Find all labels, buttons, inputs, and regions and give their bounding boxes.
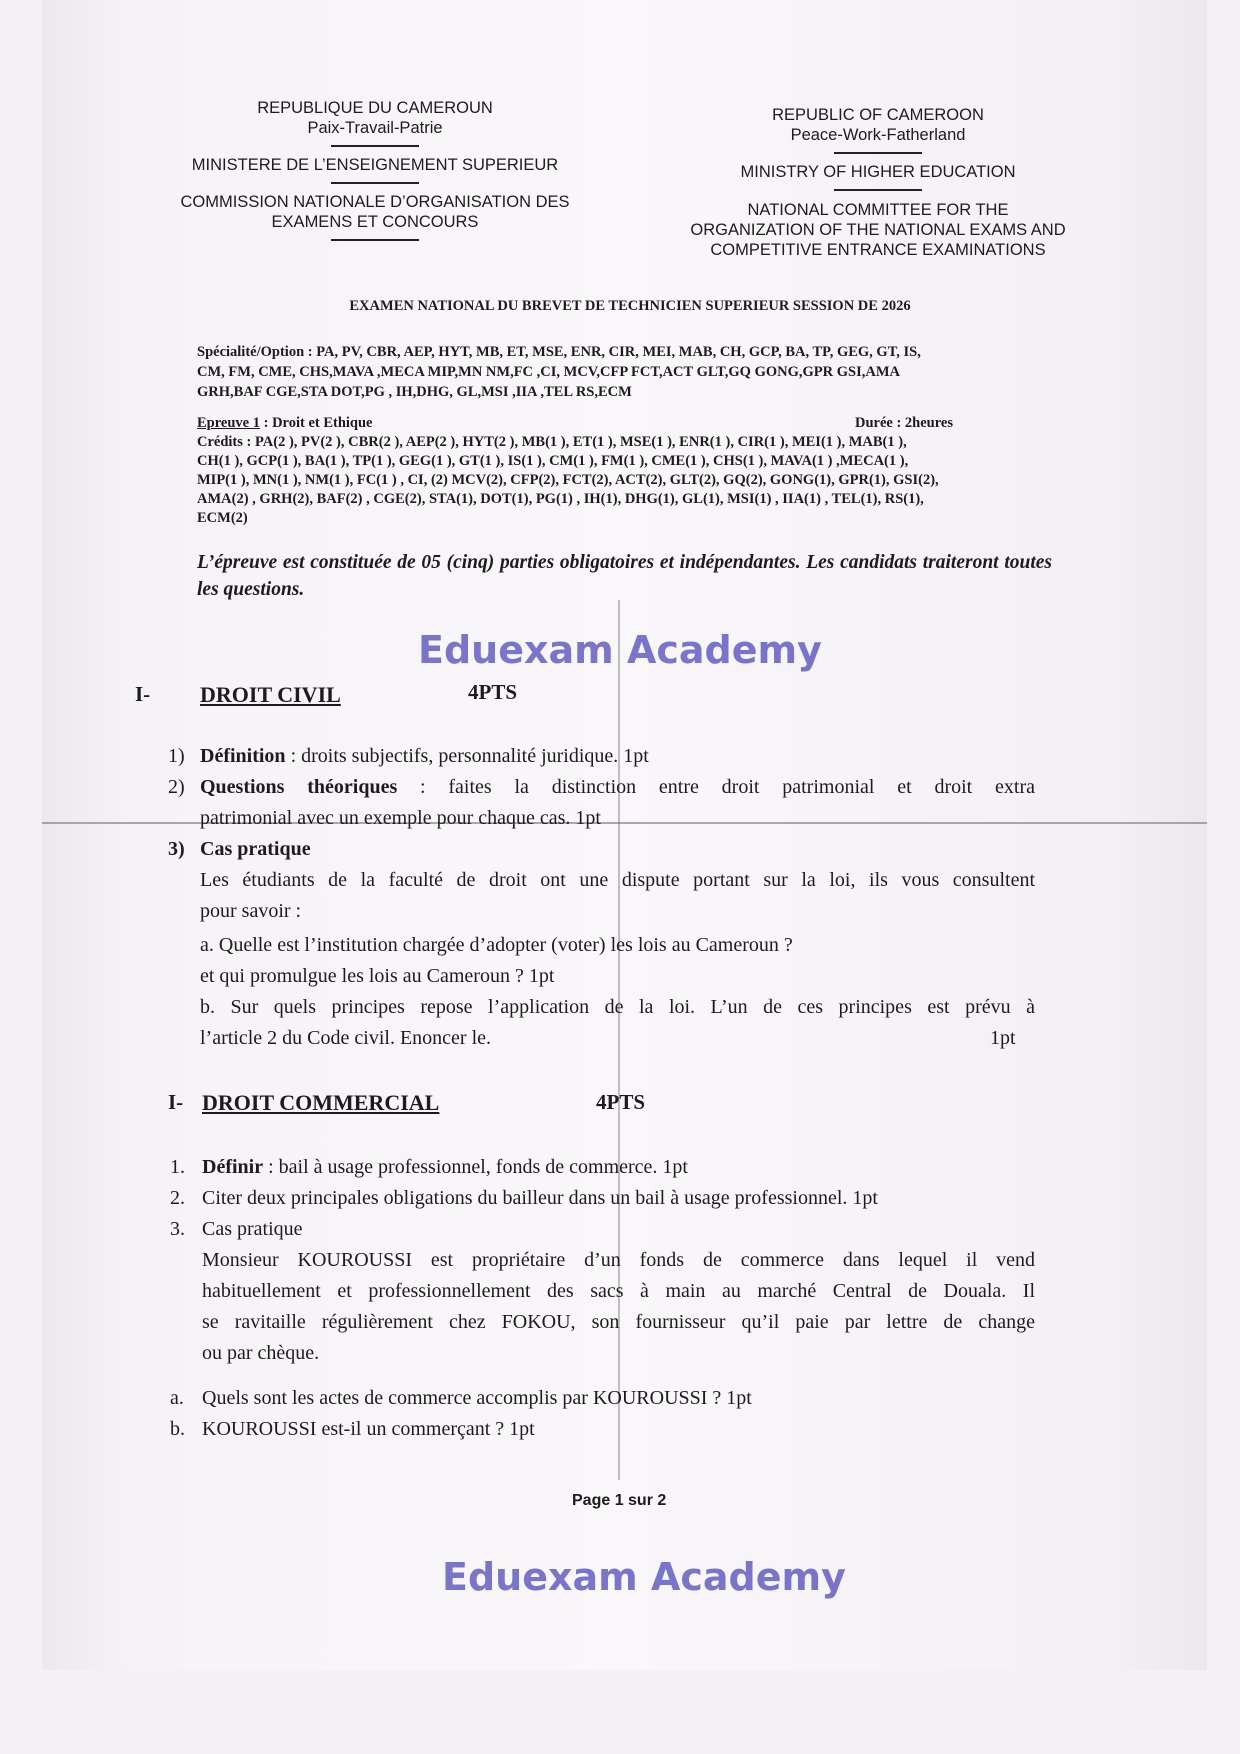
credits-line: CH(1 ), GCP(1 ), BA(1 ), TP(1 ), GEG(1 ), GT(1 ), IS(1 ), CM(1 ), FM(1 ), CME(1 ), CHS(1 ), MAVA(1 ) ,MECA(1 ), bbox=[197, 453, 909, 469]
question-number: 1) bbox=[168, 745, 185, 767]
sub-question-b: KOUROUSSI est-il un commerçant ? 1pt bbox=[202, 1418, 535, 1440]
sub-question-a: Quels sont les actes de commerce accomplis par KOUROUSSI ? 1pt bbox=[202, 1387, 752, 1409]
motto-fr: Paix-Travail-Patrie bbox=[307, 119, 443, 137]
question-2-line2: patrimonial avec un exemple pour chaque cas. 1pt bbox=[200, 807, 601, 829]
case-text: pour savoir : bbox=[200, 900, 302, 922]
header-left bbox=[160, 98, 590, 249]
question-label: Définition bbox=[200, 745, 286, 767]
specialty-block bbox=[197, 342, 1057, 402]
divider bbox=[331, 182, 419, 184]
sub-question-a: a. Quelle est l’institution chargée d’adopter (voter) les lois au Cameroun ? bbox=[200, 934, 793, 956]
question-number: 2. bbox=[170, 1187, 185, 1209]
committee-en-line1: NATIONAL COMMITTEE FOR THE bbox=[747, 201, 1009, 219]
section-points: 4PTS bbox=[468, 680, 518, 704]
watermark: Eduexam Academy bbox=[442, 1555, 846, 1599]
section-title: DROIT CIVIL bbox=[200, 682, 341, 707]
divider bbox=[331, 145, 419, 147]
case-text: Les étudiants de la faculté de droit ont une dispute portant sur la loi, ils vous consultent bbox=[200, 869, 1035, 891]
instruction-text: L’épreuve est constituée de 05 (cinq) parties obligatoires et indépendantes. Les candidats traiteront toutes les questions. bbox=[197, 552, 1052, 600]
case-text: Monsieur KOUROUSSI est propriétaire d’un fonds de commerce dans lequel il vend bbox=[202, 1249, 1035, 1271]
question-number: 3) bbox=[168, 838, 185, 860]
question-3: Cas pratique bbox=[202, 1218, 303, 1240]
specialty-line: CM, FM, CME, CHS,MAVA ,MECA MIP,MN NM,FC ,CI, MCV,CFP FCT,ACT GLT,GQ GONG,GPR GSI,AMA bbox=[197, 364, 900, 380]
sub-question-b: b. Sur quels principes repose l’application de la loi. L’un de ces principes est prévu à bbox=[200, 996, 1035, 1018]
question-label: Cas pratique bbox=[200, 838, 311, 860]
header-right bbox=[668, 105, 1088, 260]
points-label: 1pt bbox=[990, 1027, 1016, 1049]
duration: Durée : 2heures bbox=[855, 415, 953, 431]
sub-question-number: b. bbox=[170, 1418, 185, 1440]
question-text: : bail à usage professionnel, fonds de commerce. 1pt bbox=[263, 1156, 688, 1178]
commission-fr-line1: COMMISSION NATIONALE D’ORGANISATION DES bbox=[180, 193, 570, 211]
specialty-line: Spécialité/Option : PA, PV, CBR, AEP, HYT, MB, ET, MSE, ENR, CIR, MEI, MAB, CH, GCP, BA, TP, GEG, GT, IS, bbox=[197, 344, 921, 360]
specialty-line: GRH,BAF CGE,STA DOT,PG , IH,DHG, GL,MSI ,IIA ,TEL RS,ECM bbox=[197, 384, 632, 400]
case-text: habituellement et professionnellement des sacs à main au marché Central de Douala. Il bbox=[202, 1280, 1035, 1302]
section-number: I- bbox=[168, 1090, 184, 1114]
ministry-fr: MINISTERE DE L’ENSEIGNEMENT SUPERIEUR bbox=[191, 156, 559, 174]
epreuve-number: Epreuve 1 bbox=[197, 415, 260, 431]
divider bbox=[834, 189, 922, 191]
committee-en-line3: COMPETITIVE ENTRANCE EXAMINATIONS bbox=[710, 241, 1046, 259]
credits-line: ECM(2) bbox=[197, 510, 248, 526]
sub-question-a-cont: et qui promulgue les lois au Cameroun ? 1pt bbox=[200, 965, 555, 987]
credits-line: AMA(2) , GRH(2), BAF(2) , CGE(2), STA(1), DOT(1), PG(1) , IH(1), DHG(1), GL(1), MSI(1) , IIA(1) , TEL(1), RS(1), bbox=[197, 491, 924, 507]
question-number: 2) bbox=[168, 776, 185, 798]
exam-title: EXAMEN NATIONAL DU BREVET DE TECHNICIEN SUPERIEUR SESSION DE 2026 bbox=[349, 298, 911, 314]
divider bbox=[331, 239, 419, 241]
question-number: 3. bbox=[170, 1218, 185, 1240]
epreuve-label bbox=[197, 415, 373, 432]
credits-line: MIP(1 ), MN(1 ), NM(1 ), FC(1 ) , CI, (2) MCV(2), CFP(2), FCT(2), ACT(2), GLT(2), GQ(2), GONG(1), GPR(1), GSI(2), bbox=[197, 472, 939, 488]
sub-question-b-cont: l’article 2 du Code civil. Enoncer le. bbox=[200, 1027, 492, 1049]
question-text: : droits subjectifs, personnalité juridique. 1pt bbox=[285, 745, 649, 767]
question-text: : faites la distinction entre droit patrimonial et droit extra bbox=[397, 776, 1035, 798]
question-2-line1 bbox=[200, 771, 1035, 803]
case-text: se ravitaille régulièrement chez FOKOU, son fournisseur qu’il paie par lettre de change bbox=[202, 1311, 1035, 1333]
page-number: Page 1 sur 2 bbox=[572, 1492, 667, 1509]
motto-en: Peace-Work-Fatherland bbox=[790, 126, 966, 144]
question-number: 1. bbox=[170, 1156, 185, 1178]
case-text: ou par chèque. bbox=[202, 1342, 320, 1364]
section-number: I- bbox=[135, 682, 151, 706]
question-1 bbox=[202, 1151, 688, 1183]
section-points: 4PTS bbox=[596, 1090, 646, 1114]
question-2: Citer deux principales obligations du bailleur dans un bail à usage professionnel. 1pt bbox=[202, 1187, 878, 1209]
committee-en-line2: ORGANIZATION OF THE NATIONAL EXAMS AND bbox=[690, 221, 1066, 239]
republic-fr: REPUBLIQUE DU CAMEROUN bbox=[257, 99, 493, 117]
section-title: DROIT COMMERCIAL bbox=[202, 1090, 440, 1115]
sub-question-number: a. bbox=[170, 1387, 184, 1409]
question-1 bbox=[200, 740, 649, 772]
paper-fold-line-vertical bbox=[618, 600, 620, 1480]
divider bbox=[834, 152, 922, 154]
credits-block bbox=[197, 433, 1057, 528]
credits-line: Crédits : PA(2 ), PV(2 ), CBR(2 ), AEP(2 ), HYT(2 ), MB(1 ), ET(1 ), MSE(1 ), ENR(1 ), CIR(1 ), MEI(1 ), MAB(1 ), bbox=[197, 434, 907, 450]
question-label: Questions théoriques bbox=[200, 776, 398, 798]
commission-fr-line2: EXAMENS ET CONCOURS bbox=[271, 213, 479, 231]
epreuve-subject: : Droit et Ethique bbox=[259, 415, 373, 431]
republic-en: REPUBLIC OF CAMEROON bbox=[772, 106, 984, 124]
watermark: Eduexam Academy bbox=[418, 628, 822, 672]
ministry-en: MINISTRY OF HIGHER EDUCATION bbox=[740, 163, 1016, 181]
question-label: Définir bbox=[202, 1156, 264, 1178]
